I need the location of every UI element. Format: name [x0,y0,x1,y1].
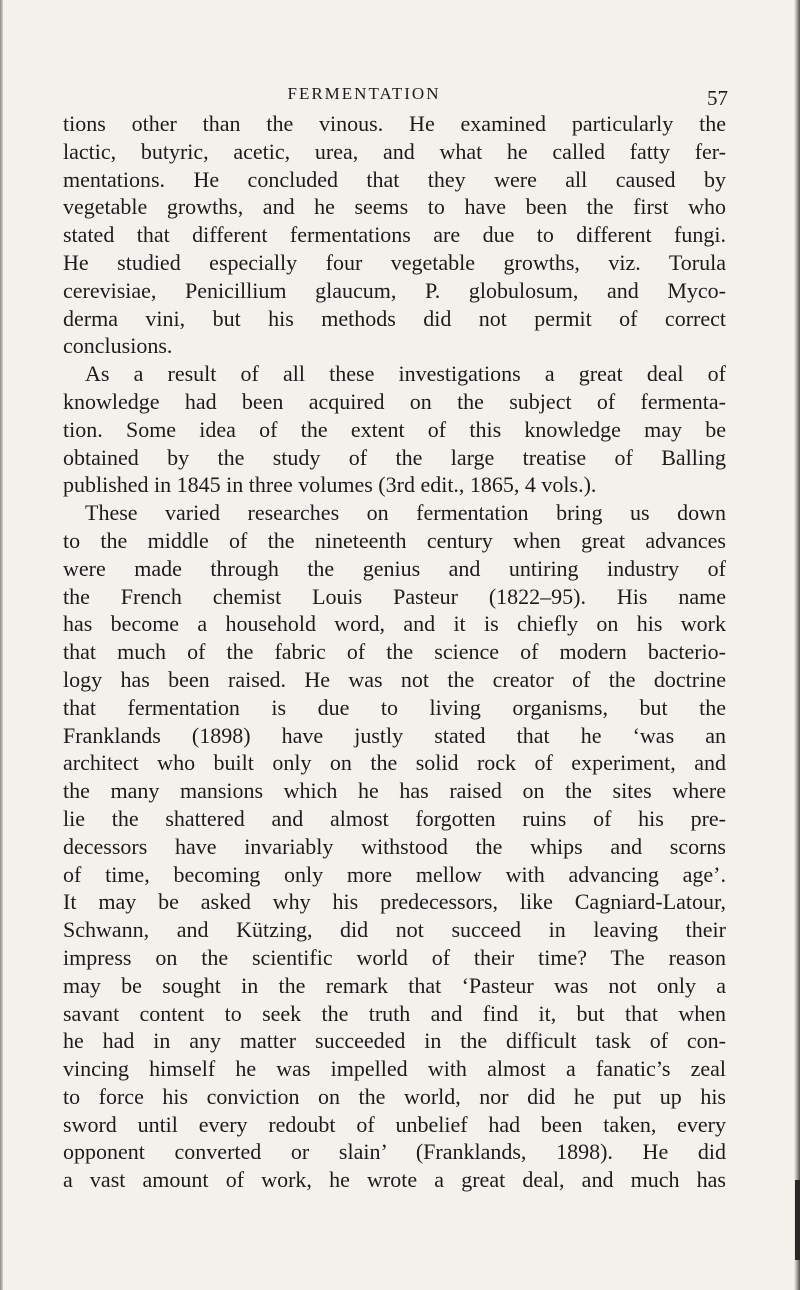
paragraph-3 [63,499,726,1194]
text-line: vegetable growths, and he seems to have been the first who [63,194,726,220]
text-line: that fermentation is due to living organisms, but the [63,694,726,720]
text-line: he had in any matter succeeded in the difficult task of con- [63,1028,726,1054]
text-line: savant content to seek the truth and find it, but that when [63,1000,726,1026]
text-line: were made through the genius and untiring industry of [63,555,726,581]
text-line: conclusions. [63,333,173,359]
text-line: to the middle of the nineteenth century when great advances [63,527,726,553]
text-line: sword until every redoubt of unbelief had been taken, every [63,1111,726,1137]
text-line: mentations. He concluded that they were all caused by [63,166,726,192]
paragraph-1 [63,110,726,360]
text-line: derma vini, but his methods did not permit of correct [63,305,726,331]
text-line: Franklands (1898) have justly stated that he ‘was an [63,722,726,748]
text-line: to force his conviction on the world, nor did he put up his [63,1083,726,1109]
text-line: lactic, butyric, acetic, urea, and what he called fatty fer- [63,138,726,164]
text-line: It may be asked why his predecessors, like Cagniard-Latour, [63,889,726,915]
text-line: a vast amount of work, he wrote a great deal, and much has [63,1167,726,1193]
paragraph-2 [63,360,726,499]
text-line: vincing himself he was impelled with almost a fanatic’s zeal [63,1056,726,1082]
page-number: 57 [707,86,728,110]
text-line: the French chemist Louis Pasteur (1822–95). His name [63,583,726,609]
text-line: stated that different fermentations are due to different fungi. [63,222,726,248]
text-line: opponent converted or slain’ (Franklands, 1898). He did [63,1139,726,1165]
text-line: has become a household word, and it is chiefly on his work [63,611,726,637]
text-line: the many mansions which he has raised on the sites where [63,778,726,804]
text-line: knowledge had been acquired on the subject of fermenta- [63,388,726,414]
body-text [63,110,726,1194]
page-edge-right [794,0,800,1290]
text-line: As a result of all these investigations a great deal of [85,361,726,387]
text-line: cerevisiae, Penicillium glaucum, P. globulosum, and Myco- [63,277,726,303]
text-line: of time, becoming only more mellow with advancing age’. [63,861,726,887]
text-line: obtained by the study of the large treatise of Balling [63,444,726,470]
text-line: logy has been raised. He was not the creator of the doctrine [63,666,726,692]
text-line: that much of the fabric of the science of modern bacterio- [63,639,726,665]
page-edge-shadow [795,1180,800,1260]
text-line: lie the shattered and almost forgotten ruins of his pre- [63,805,726,831]
page-edge-left [0,0,3,1290]
text-line: decessors have invariably withstood the whips and scorns [63,833,726,859]
text-line: Schwann, and Kützing, did not succeed in leaving their [63,917,726,943]
text-line: impress on the scientific world of their time? The reason [63,944,726,970]
text-line: may be sought in the remark that ‘Pasteur was not only a [63,972,726,998]
text-line: architect who built only on the solid rock of experiment, and [63,750,726,776]
text-line: published in 1845 in three volumes (3rd edit., 1865, 4 vols.). [63,472,597,498]
text-line: He studied especially four vegetable growths, viz. Torula [63,249,726,275]
text-line: These varied researches on fermentation bring us down [85,500,726,526]
running-header-title: FERMENTATION [287,84,441,103]
text-line: tion. Some idea of the extent of this knowledge may be [63,416,726,442]
text-line: tions other than the vinous. He examined particularly the [63,111,726,136]
